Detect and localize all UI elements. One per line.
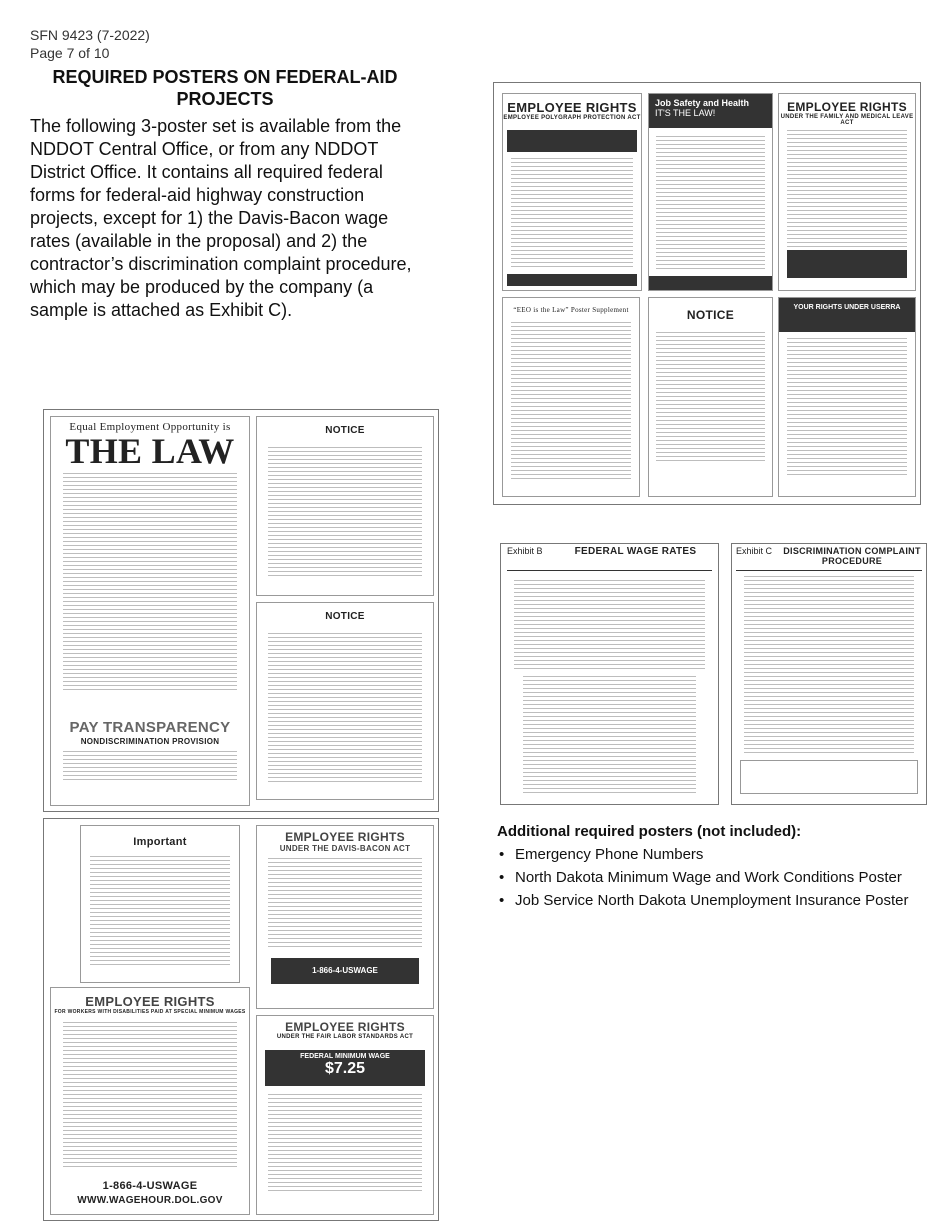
notice3-title: NOTICE [325, 611, 365, 622]
list-item: • North Dakota Minimum Wage and Work Conditions Poster [497, 868, 927, 887]
additional-posters-list [497, 845, 927, 914]
exhibit-b [500, 543, 719, 805]
osha-subtitle: IT'S THE LAW! [655, 108, 716, 118]
fmla-title: EMPLOYEE RIGHTS [787, 100, 907, 114]
additional-posters-heading: Additional required posters (not included): [497, 823, 802, 840]
osha-poster [648, 93, 773, 291]
notice-poster-3 [256, 602, 434, 800]
davis-bacon-poster [256, 825, 434, 1009]
userra-poster [778, 297, 916, 497]
eeo-big-title: THE LAW [65, 431, 235, 471]
eeo-law-poster [50, 416, 250, 806]
disabilities-website: WWW.WAGEHOUR.DOL.GOV [77, 1195, 223, 1206]
davis-bacon-subtitle: UNDER THE DAVIS-BACON ACT [279, 844, 411, 853]
pay-transparency-subtitle: NONDISCRIMINATION PROVISION [80, 737, 220, 746]
exhibit-c-label: Exhibit C [736, 546, 773, 556]
flsa-wage-label: FEDERAL MINIMUM WAGE [300, 1053, 390, 1060]
notice-poster-2 [256, 416, 434, 596]
polygraph-poster [502, 93, 642, 291]
page-number: Page 7 of 10 [30, 45, 110, 61]
exhibit-c-title: DISCRIMINATION COMPLAINT PROCEDURE [783, 546, 921, 566]
disabilities-phone: 1-866-4-USWAGE [102, 1180, 198, 1192]
list-item: • Job Service North Dakota Unemployment Insurance Poster [497, 891, 927, 910]
form-id: SFN 9423 (7-2022) [30, 27, 150, 43]
eeo-title: Equal Employment Opportunity is [69, 421, 231, 433]
poster-set-sheet-3 [43, 818, 439, 1221]
osha-title: Job Safety and Health [655, 98, 750, 108]
eeo-supplement-title: “EEO is the Law” Poster Supplement [513, 306, 629, 314]
pay-transparency-title: PAY TRANSPARENCY [69, 719, 231, 736]
list-item: • Emergency Phone Numbers [497, 845, 927, 864]
disabilities-title: EMPLOYEE RIGHTS [85, 994, 215, 1009]
polygraph-title: EMPLOYEE RIGHTS [507, 100, 637, 115]
eeo-supplement-poster [502, 297, 640, 497]
fmla-poster [778, 93, 916, 291]
poster-set-sheet-2 [43, 409, 439, 812]
notice-title: NOTICE [686, 308, 735, 322]
exhibit-c [731, 543, 927, 805]
disabilities-subtitle: FOR WORKERS WITH DISABILITIES PAID AT SPECIAL MINIMUM WAGES [54, 1009, 246, 1015]
davis-bacon-title: EMPLOYEE RIGHTS [285, 830, 405, 844]
userra-title: YOUR RIGHTS UNDER USERRA [779, 298, 915, 332]
important-title: Important [133, 836, 187, 848]
intro-paragraph: The following 3-poster set is available from the NDDOT Central Office, or from any NDDOT District Office. It contains all required federal forms for federal-aid highway construction projects, except for 1) the Davis-Bacon wage rates (available in the proposal) and 2) the contractor’s discrimination complaint procedure, which may be produced by the company (a sample is attached as Exhibit C). [30, 116, 412, 320]
fmla-subtitle: UNDER THE FAMILY AND MEDICAL LEAVE ACT [780, 114, 914, 126]
poster-set-sheet-1 [493, 82, 921, 505]
exhibit-b-label: Exhibit B [507, 546, 543, 556]
notice-poster [648, 297, 773, 497]
page-title: REQUIRED POSTERS ON FEDERAL-AID PROJECTS [52, 67, 398, 109]
polygraph-subtitle: EMPLOYEE POLYGRAPH PROTECTION ACT [503, 115, 641, 121]
notice2-title: NOTICE [325, 425, 365, 436]
flsa-subtitle: UNDER THE FAIR LABOR STANDARDS ACT [276, 1034, 414, 1040]
flsa-poster [256, 1015, 434, 1215]
important-poster [80, 825, 240, 983]
exhibit-b-title: FEDERAL WAGE RATES [574, 546, 697, 557]
flsa-title: EMPLOYEE RIGHTS [285, 1020, 405, 1034]
flsa-wage-value: $7.25 [324, 1060, 366, 1077]
davis-bacon-phone: 1-866-4-USWAGE [271, 958, 419, 984]
disabilities-poster [50, 987, 250, 1215]
